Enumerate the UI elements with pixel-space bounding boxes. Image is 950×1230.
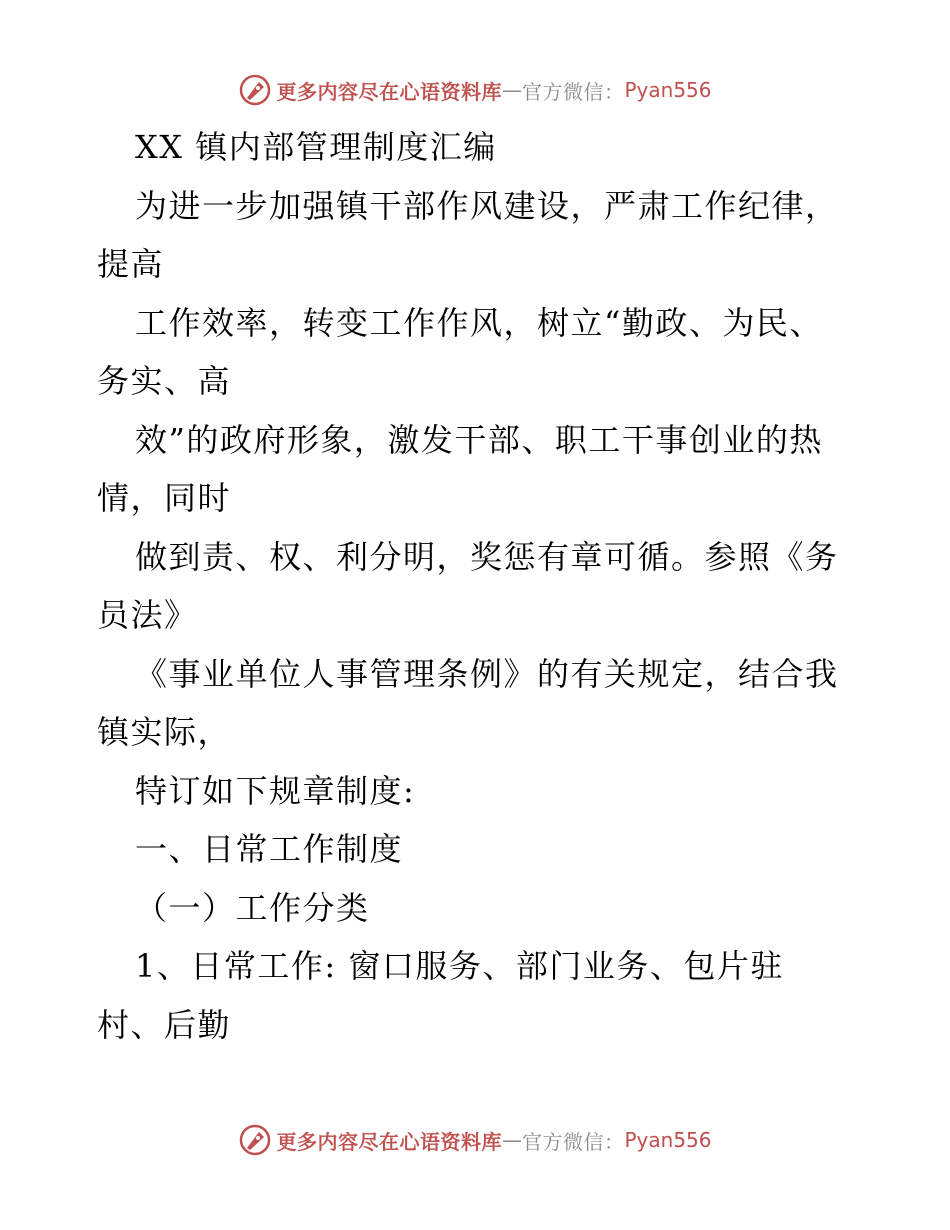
body-line: 效”的政府形象，激发干部、职工干事创业的热 (135, 420, 823, 459)
watermark-main-text: 更多内容尽在心语资料库 (276, 79, 502, 104)
body-line: 务实、高 (97, 362, 232, 400)
header-watermark (0, 70, 950, 110)
body-line: 特订如下规章制度: (135, 771, 416, 810)
watermark-wechat-id: Pyan556 (624, 1128, 712, 1152)
body-line: 提高 (97, 245, 165, 283)
subsection-heading: （一）工作分类 (135, 888, 370, 927)
body-line: 镇实际， (97, 713, 232, 751)
document-title: XX 镇内部管理制度汇编 (135, 128, 497, 166)
pen-nib-logo-icon (238, 73, 272, 107)
body-line: 《事业单位人事管理条例》的有关规定，结合我 (135, 654, 839, 693)
body-line: 村、后勤 (97, 1005, 232, 1044)
body-line: 为进一步加强镇干部作风建设，严肃工作纪律， (135, 186, 839, 225)
body-line: 员法》 (97, 596, 198, 634)
footer-watermark (0, 1120, 950, 1160)
watermark-wechat-label: 官方微信： (521, 1129, 625, 1154)
body-line: 情，同时 (97, 479, 232, 517)
body-line: 做到责、权、利分明，奖惩有章可循。参照《务 (135, 537, 839, 576)
watermark-separator: — (501, 1128, 522, 1152)
watermark-main-text: 更多内容尽在心语资料库 (276, 1129, 502, 1154)
body-line: 1、日常工作: 窗口服务、部门业务、包片驻 (135, 947, 784, 985)
watermark-wechat-id: Pyan556 (624, 78, 712, 102)
watermark-wechat-label: 官方微信： (521, 79, 625, 104)
body-line: 工作效率，转变工作作风，树立“勤政、为民、 (135, 303, 823, 342)
pen-nib-logo-icon (238, 1123, 272, 1157)
document-body (97, 118, 857, 1054)
watermark-separator: — (501, 78, 522, 102)
section-heading: 一、日常工作制度 (135, 830, 404, 868)
